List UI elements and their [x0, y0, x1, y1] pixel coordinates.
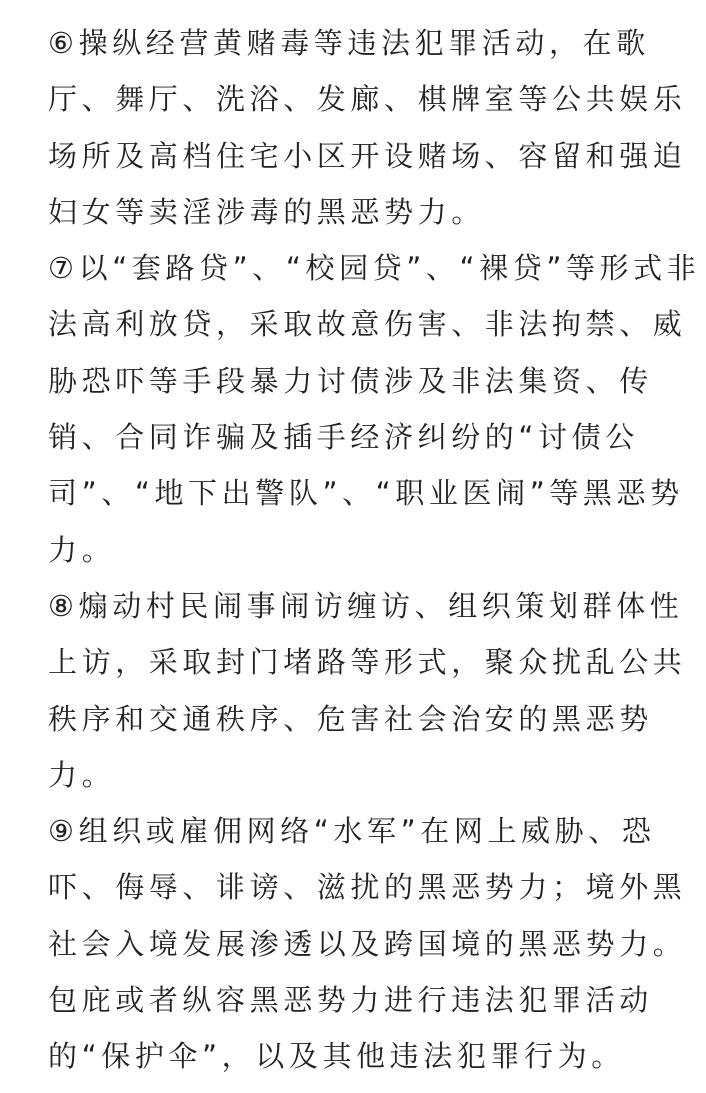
text-line: 秩序和交通秩序、危害社会治安的黑恶势: [48, 701, 653, 736]
text-line: 销、合同诈骗及插手经济纠纷的“讨债公: [48, 420, 639, 455]
text-line: 场所及高档住宅小区开设赌场、容留和强迫: [48, 138, 687, 173]
text-line: ⑧煽动村民闹事闹访缠访、组织策划群体性: [48, 588, 684, 623]
text-line: 厅、舞厅、洗浴、发廊、棋牌室等公共娱乐: [48, 82, 687, 117]
text-line: ⑦以“套路贷”、“校园贷”、“裸贷”等形式非: [48, 251, 701, 286]
text-line: 妇女等卖淫涉毒的黑恶势力。: [48, 194, 485, 229]
text-line: ⑨组织或雇佣网络“水军”在网上威胁、恐: [48, 814, 656, 849]
text-line: 力。: [48, 532, 116, 567]
text-line: 力。: [48, 757, 116, 792]
text-line: 上访，采取封门堵路等形式，聚众扰乱公共: [48, 645, 687, 680]
text-line: 法高利放贷，采取故意伤害、非法拘禁、威: [48, 307, 687, 342]
text-line: 司”、“地下出警队”、“职业医闹”等黑恶势: [48, 476, 684, 511]
paragraph-item-7: [48, 240, 701, 578]
text-line: 包庇或者纵容黑恶势力进行违法犯罪活动: [48, 983, 653, 1018]
text-line: 吓、侮辱、诽谤、滋扰的黑恶势力；境外黑: [48, 870, 687, 905]
paragraph-item-6: [48, 15, 687, 240]
document-body: [48, 15, 701, 1085]
text-line: ⑥操纵经营黄赌毒等违法犯罪活动，在歌: [48, 26, 650, 60]
text-line: 胁恐吓等手段暴力讨债涉及非法集资、传: [48, 363, 653, 398]
text-line: 的“保护伞”，以及其他违法犯罪行为。: [48, 1039, 625, 1074]
text-line: 社会入境发展渗透以及跨国境的黑恶势力。: [48, 926, 687, 961]
paragraph-item-9: [48, 803, 687, 972]
paragraph-item-8: [48, 578, 687, 803]
paragraph-closing: [48, 972, 663, 1085]
